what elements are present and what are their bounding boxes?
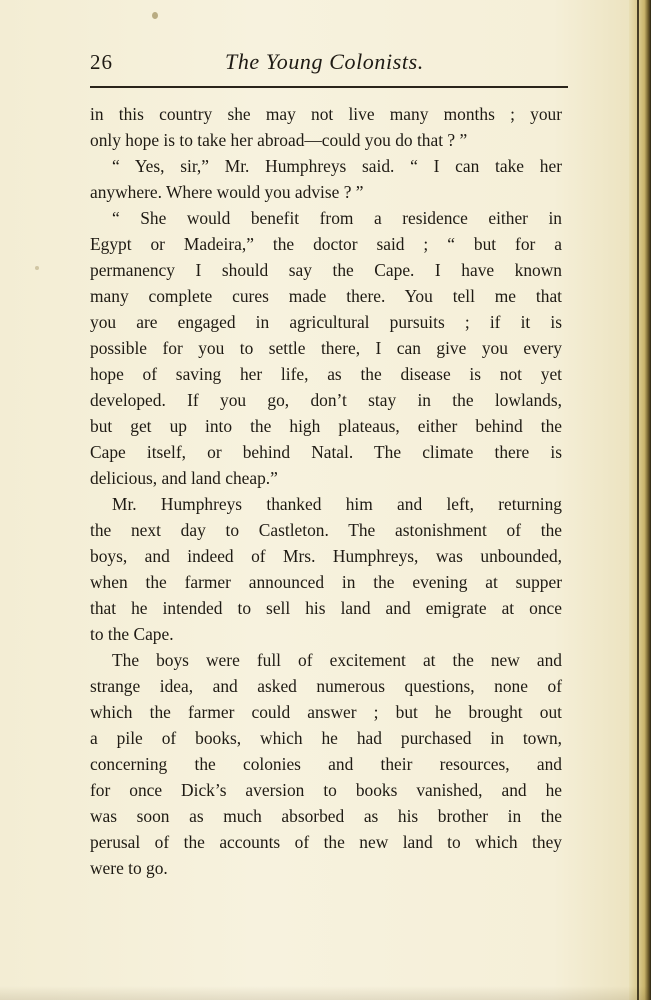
text-line: the next day to Castleton. The astonishment of the (90, 520, 562, 540)
text-line: “ She would benefit from a residence either in (112, 208, 562, 228)
running-title: The Young Colonists. (225, 49, 424, 74)
text-line: only hope is to take her abroad—could you do that ? ” (90, 130, 468, 150)
text-line: when the farmer announced in the evening at supper (90, 572, 562, 592)
page-header (90, 50, 568, 80)
body-text (90, 101, 562, 881)
text-line: a pile of books, which he had purchased in town, (90, 728, 562, 748)
text-line: for once Dick’s aversion to books vanished, and he (90, 780, 562, 800)
text-line: was soon as much absorbed as his brother in the (90, 806, 562, 826)
text-line: Cape itself, or behind Natal. The climate there is (90, 442, 562, 462)
paper-speck (152, 12, 158, 19)
text-line: Mr. Humphreys thanked him and left, returning (112, 494, 562, 514)
text-line: permanency I should say the Cape. I have known (90, 260, 562, 280)
text-line: to the Cape. (90, 624, 174, 644)
text-line: developed. If you go, don’t stay in the lowlands, (90, 390, 562, 410)
bottom-shadow (0, 986, 651, 1000)
page-number: 26 (90, 50, 113, 74)
text-line: strange idea, and asked numerous questions, none of (90, 676, 562, 696)
text-line: you are engaged in agricultural pursuits ; if it is (90, 312, 562, 332)
text-line: anywhere. Where would you advise ? ” (90, 182, 364, 202)
paper-speck (35, 266, 39, 270)
text-line: possible for you to settle there, I can give you every (90, 338, 562, 358)
text-line: many complete cures made there. You tell me that (90, 286, 562, 306)
text-line: The boys were full of excitement at the new and (112, 650, 562, 670)
text-line: delicious, and land cheap.” (90, 468, 278, 488)
text-line: boys, and indeed of Mrs. Humphreys, was unbounded, (90, 546, 562, 566)
text-line: were to go. (90, 858, 168, 878)
binding-line (637, 0, 639, 1000)
text-line: that he intended to sell his land and emigrate at once (90, 598, 562, 618)
text-line: in this country she may not live many months ; your (90, 104, 562, 124)
text-line: Egypt or Madeira,” the doctor said ; “ but for a (90, 234, 562, 254)
text-line: “ Yes, sir,” Mr. Humphreys said. “ I can take her (112, 156, 562, 176)
text-line: but get up into the high plateaus, either behind the (90, 416, 562, 436)
header-rule (90, 86, 568, 88)
text-line: perusal of the accounts of the new land to which they (90, 832, 562, 852)
text-line: which the farmer could answer ; but he brought out (90, 702, 562, 722)
page-edge (629, 0, 651, 1000)
text-line: hope of saving her life, as the disease is not yet (90, 364, 562, 384)
text-line: concerning the colonies and their resources, and (90, 754, 562, 774)
